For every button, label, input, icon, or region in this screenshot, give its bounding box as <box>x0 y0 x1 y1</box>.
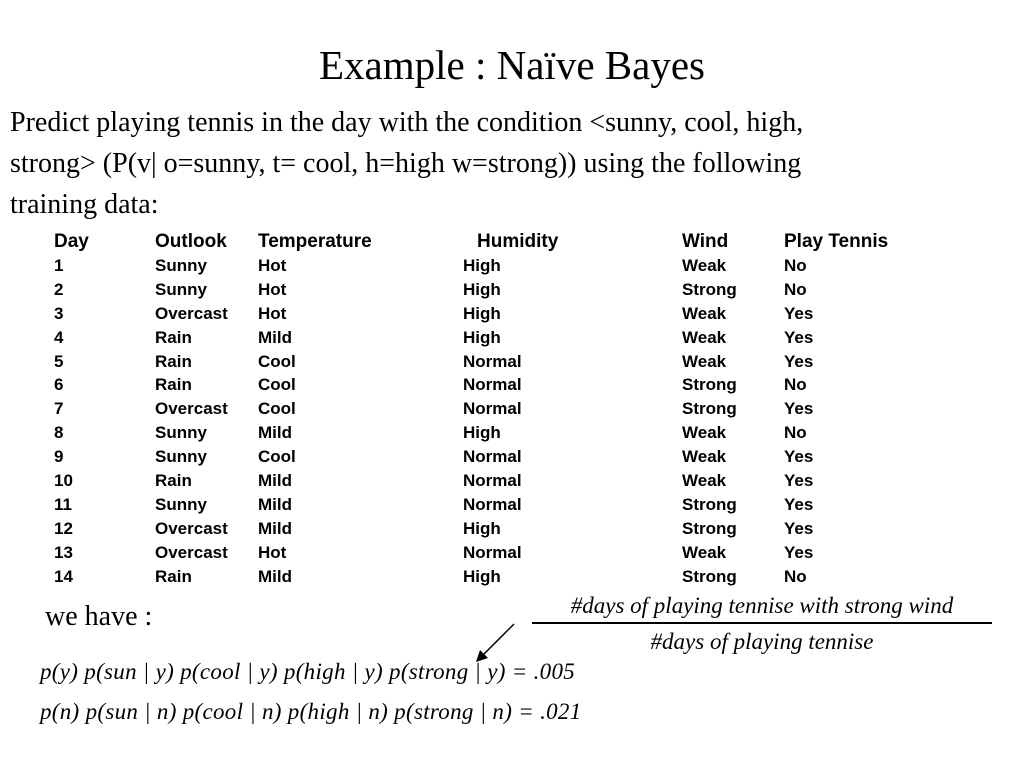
we-have-label: we have : <box>45 601 153 632</box>
header-play-tennis: Play Tennis <box>784 231 889 252</box>
cell-day: 13 <box>54 542 73 562</box>
cell-humidity: Normal <box>463 470 522 490</box>
cell-day: 2 <box>54 279 64 299</box>
cell-outlook: Overcast <box>155 399 228 419</box>
cell-temperature: Hot <box>258 542 287 562</box>
fraction-numerator: #days of playing tennise with strong wind <box>570 593 954 618</box>
cell-wind: Weak <box>682 303 727 323</box>
header-day: Day <box>54 231 89 252</box>
cell-wind: Weak <box>682 542 727 562</box>
cell-humidity: Normal <box>463 447 522 467</box>
cell-humidity: Normal <box>463 351 522 371</box>
cell-temperature: Cool <box>258 447 296 467</box>
cell-play-tennis: Yes <box>784 518 814 538</box>
cell-outlook: Rain <box>155 351 192 371</box>
table-row <box>54 445 924 469</box>
header-temperature: Temperature <box>258 231 372 252</box>
table-row <box>54 469 924 493</box>
cell-temperature: Mild <box>258 327 292 347</box>
cell-play-tennis: Yes <box>784 351 814 371</box>
cell-temperature: Cool <box>258 399 296 419</box>
cell-day: 3 <box>54 303 64 323</box>
problem-line: Predict playing tennis in the day with the condition <sunny, cool, high, <box>10 107 804 138</box>
table-row <box>54 278 924 302</box>
cell-play-tennis: Yes <box>784 399 814 419</box>
cell-play-tennis: No <box>784 279 807 299</box>
cell-wind: Strong <box>682 279 737 299</box>
cell-wind: Strong <box>682 399 737 419</box>
cell-wind: Weak <box>682 351 727 371</box>
header-humidity: Humidity <box>477 231 559 252</box>
cell-outlook: Overcast <box>155 303 228 323</box>
fraction-denominator: #days of playing tennise <box>650 628 874 654</box>
cell-day: 8 <box>54 423 64 443</box>
cell-humidity: High <box>463 279 501 299</box>
cell-play-tennis: Yes <box>784 447 814 467</box>
equation-play-yes: p(y) p(sun | y) p(cool | y) p(high | y) p(strong | y) = .005 <box>40 659 576 684</box>
training-data-table <box>54 230 924 588</box>
cell-play-tennis: Yes <box>784 327 814 347</box>
cell-humidity: High <box>463 566 501 586</box>
cell-outlook: Rain <box>155 375 192 395</box>
cell-day: 5 <box>54 351 64 371</box>
cell-play-tennis: Yes <box>784 542 814 562</box>
cell-play-tennis: No <box>784 566 807 586</box>
cell-temperature: Cool <box>258 351 296 371</box>
cell-wind: Strong <box>682 494 737 514</box>
cell-outlook: Sunny <box>155 494 207 514</box>
table-row <box>54 493 924 517</box>
table-body <box>54 254 924 588</box>
cell-play-tennis: Yes <box>784 494 814 514</box>
cell-humidity: High <box>463 303 501 323</box>
cell-temperature: Cool <box>258 375 296 395</box>
cell-day: 9 <box>54 447 64 467</box>
cell-temperature: Mild <box>258 494 292 514</box>
table-row <box>54 397 924 421</box>
cell-humidity: High <box>463 255 501 275</box>
cell-temperature: Hot <box>258 255 287 275</box>
problem-line: strong> (P(v| o=sunny, t= cool, h=high w=strong)) using the following <box>10 148 802 179</box>
cell-outlook: Overcast <box>155 518 228 538</box>
cell-outlook: Sunny <box>155 255 207 275</box>
problem-line: training data: <box>10 189 159 220</box>
cell-temperature: Hot <box>258 279 287 299</box>
cell-outlook: Overcast <box>155 542 228 562</box>
equation-play-no: p(n) p(sun | n) p(cool | n) p(high | n) p(strong | n) = .021 <box>40 699 582 724</box>
cell-temperature: Mild <box>258 566 292 586</box>
cell-day: 1 <box>54 255 64 275</box>
table-row <box>54 541 924 565</box>
table-row <box>54 421 924 445</box>
cell-outlook: Sunny <box>155 279 207 299</box>
table-row <box>54 350 924 374</box>
cell-outlook: Rain <box>155 566 192 586</box>
cell-play-tennis: No <box>784 255 807 275</box>
table-row <box>54 326 924 350</box>
cell-temperature: Mild <box>258 423 292 443</box>
cell-day: 11 <box>54 494 72 514</box>
cell-day: 6 <box>54 375 64 395</box>
table-row <box>54 517 924 541</box>
cell-humidity: Normal <box>463 542 522 562</box>
cell-play-tennis: Yes <box>784 470 814 490</box>
cell-outlook: Rain <box>155 327 192 347</box>
cell-wind: Strong <box>682 518 737 538</box>
cell-day: 7 <box>54 399 64 419</box>
cell-wind: Strong <box>682 566 737 586</box>
probability-fraction <box>532 590 992 658</box>
table-row <box>54 254 924 278</box>
cell-wind: Strong <box>682 375 737 395</box>
cell-day: 14 <box>54 566 73 586</box>
header-outlook: Outlook <box>155 231 227 252</box>
cell-wind: Weak <box>682 423 727 443</box>
cell-humidity: High <box>463 518 501 538</box>
cell-humidity: High <box>463 327 501 347</box>
cell-outlook: Sunny <box>155 423 207 443</box>
table-row <box>54 373 924 397</box>
cell-play-tennis: No <box>784 423 807 443</box>
cell-humidity: Normal <box>463 375 522 395</box>
cell-wind: Weak <box>682 255 727 275</box>
cell-day: 10 <box>54 470 73 490</box>
cell-day: 12 <box>54 518 73 538</box>
cell-humidity: Normal <box>463 494 522 514</box>
cell-temperature: Hot <box>258 303 287 323</box>
cell-humidity: Normal <box>463 399 522 419</box>
cell-temperature: Mild <box>258 470 292 490</box>
cell-day: 4 <box>54 327 64 347</box>
cell-wind: Weak <box>682 327 727 347</box>
cell-temperature: Mild <box>258 518 292 538</box>
table-row <box>54 565 924 589</box>
table-row <box>54 302 924 326</box>
cell-wind: Weak <box>682 470 727 490</box>
cell-outlook: Rain <box>155 470 192 490</box>
table-header-row <box>54 230 924 254</box>
cell-play-tennis: Yes <box>784 303 814 323</box>
cell-outlook: Sunny <box>155 447 207 467</box>
cell-humidity: High <box>463 423 501 443</box>
fraction-bar <box>532 622 992 624</box>
header-wind: Wind <box>682 231 729 252</box>
slide-title: Example : Naïve Bayes <box>319 42 705 88</box>
cell-wind: Weak <box>682 447 727 467</box>
problem-statement <box>10 102 1015 225</box>
cell-play-tennis: No <box>784 375 807 395</box>
